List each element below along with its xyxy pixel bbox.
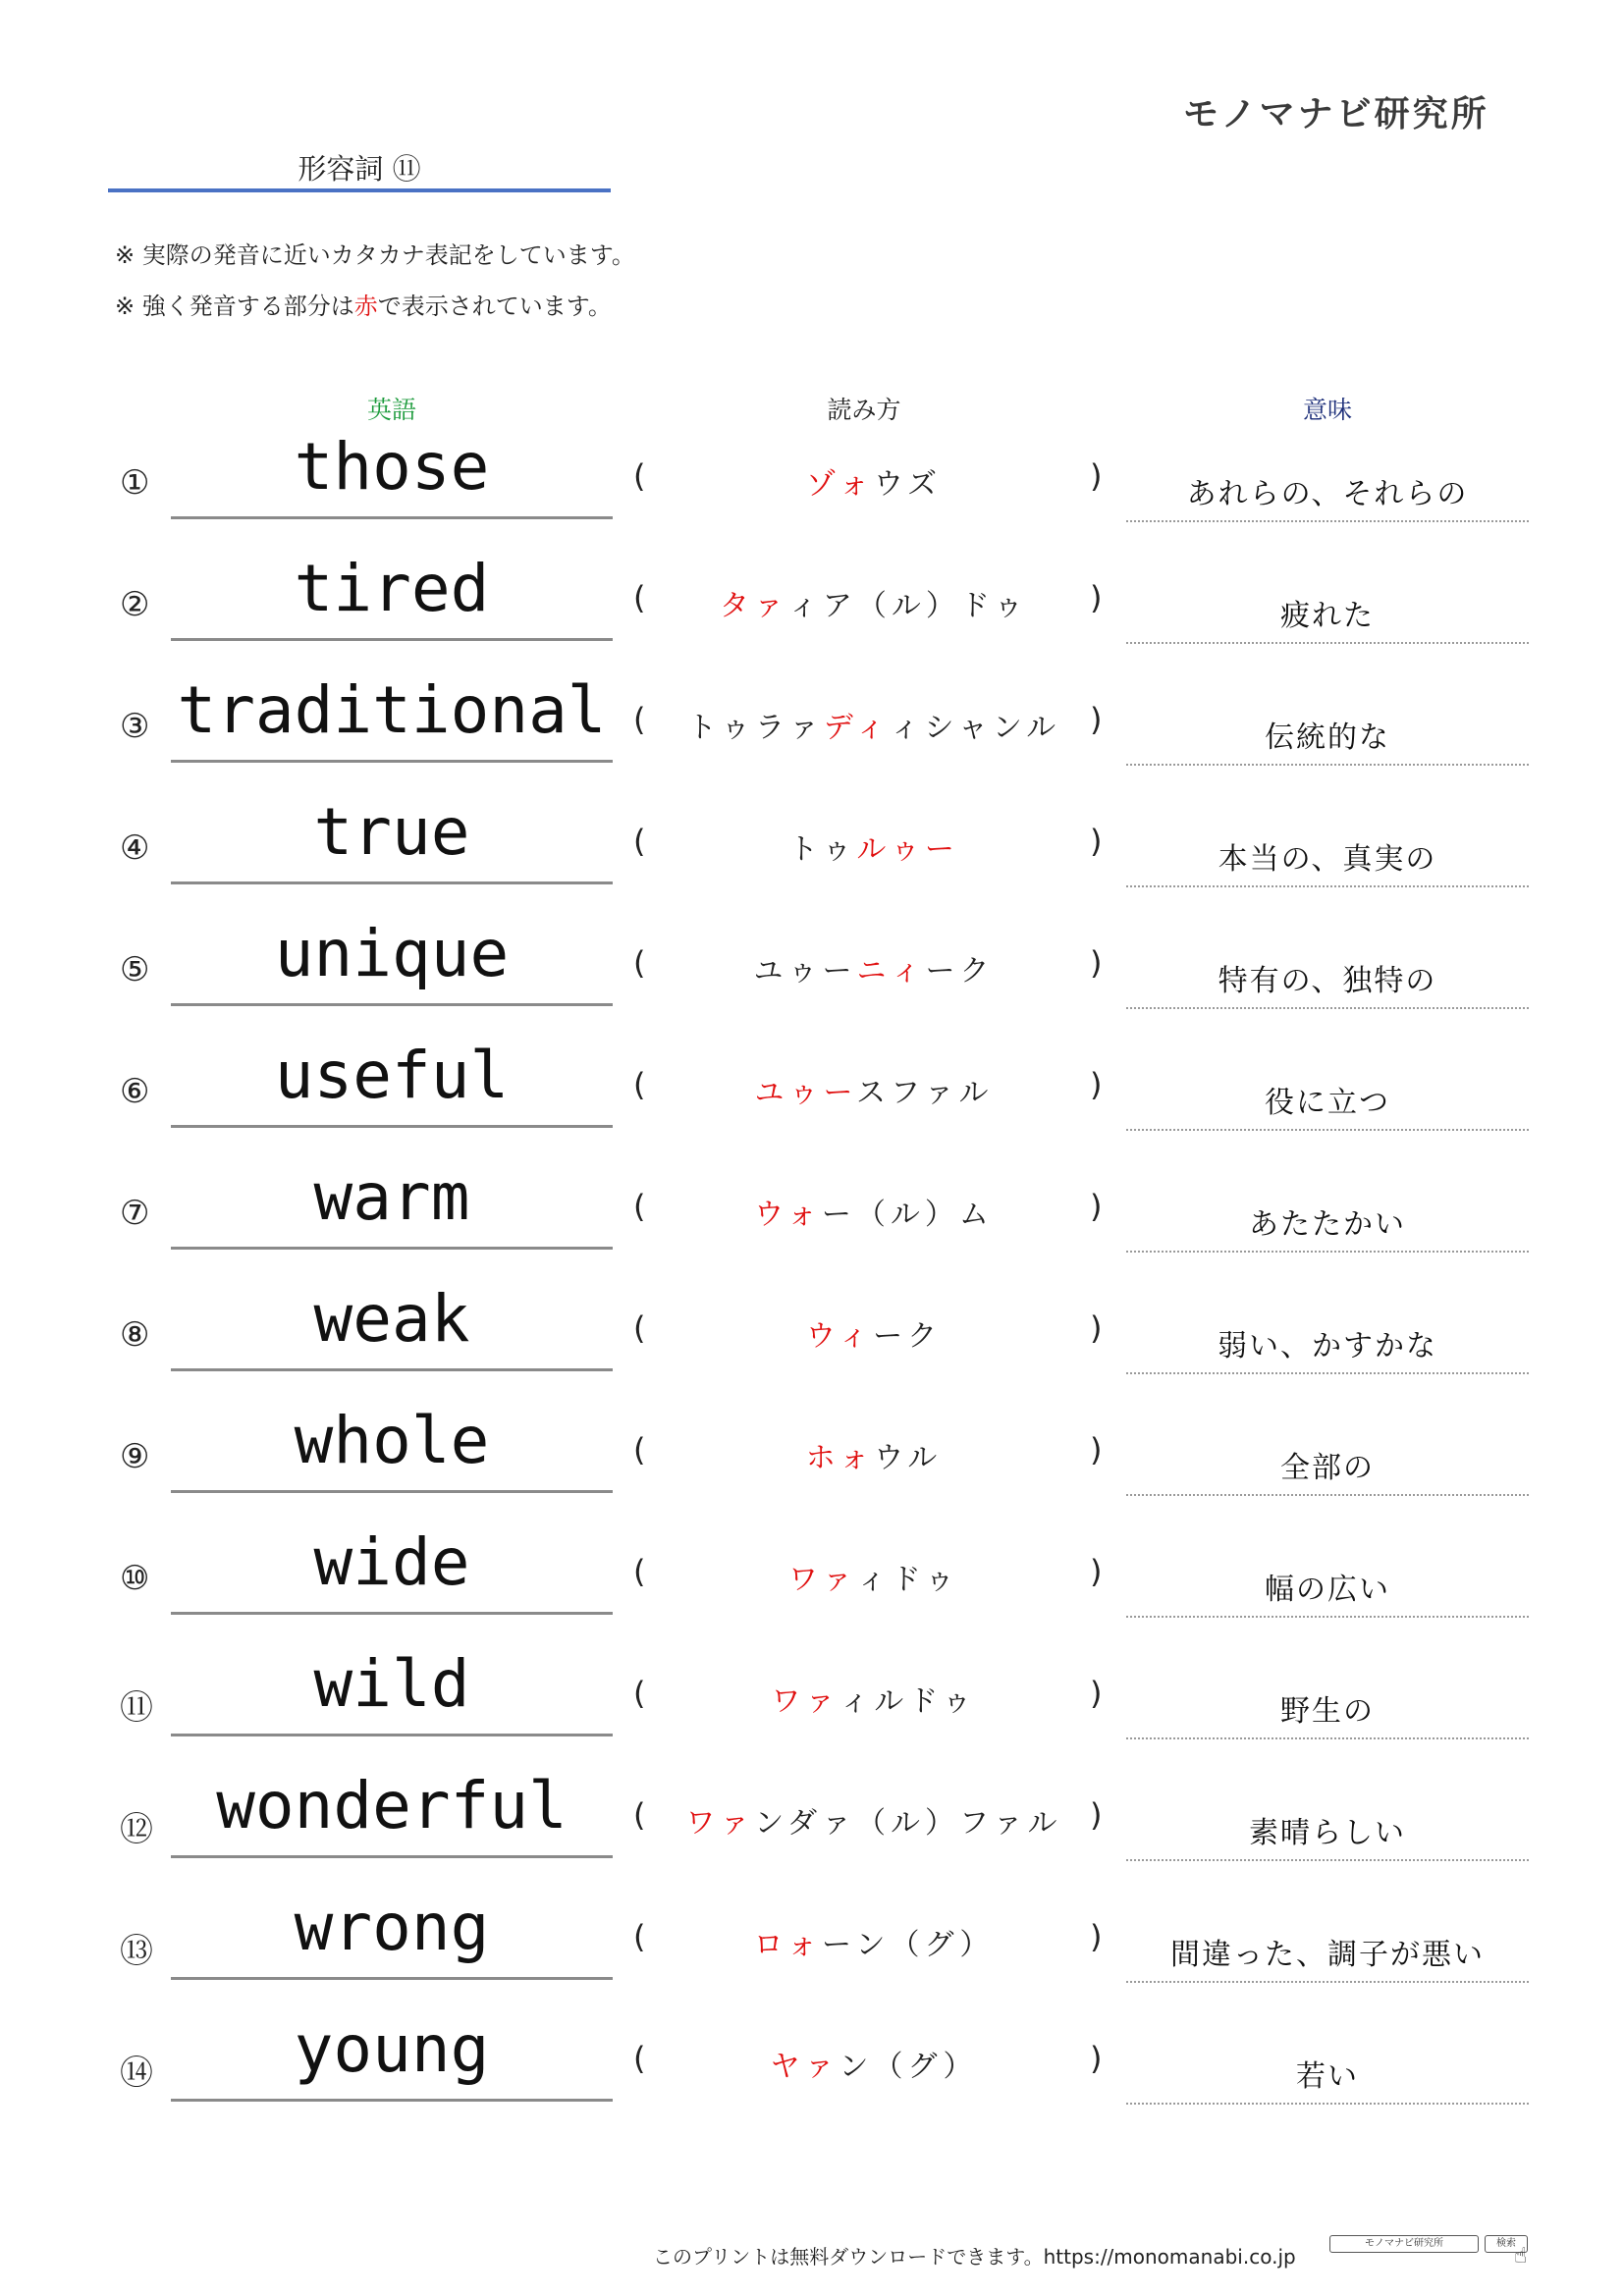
english-word: whole	[294, 1403, 490, 1478]
meaning: 伝統的な	[1265, 721, 1390, 755]
close-paren: )	[1090, 1553, 1103, 1590]
reading	[668, 1068, 1080, 1111]
item-number: ②	[120, 585, 150, 624]
word-underline	[171, 516, 613, 519]
reading-normal-pre: ユゥー	[753, 954, 857, 988]
reading-normal: ィルドゥ	[839, 1684, 977, 1719]
close-paren: )	[1090, 701, 1103, 738]
reading	[668, 2042, 1080, 2085]
reading-stressed: ロォ	[753, 1928, 823, 1962]
open-paren: (	[633, 457, 646, 495]
item-number: ③	[120, 707, 150, 746]
item-number: ⑤	[120, 950, 150, 989]
reading-normal: ィシャンル	[890, 711, 1061, 745]
reading	[668, 825, 1080, 868]
reading	[668, 1190, 1080, 1233]
english-word: wide	[313, 1524, 470, 1600]
header-english: 英語	[366, 396, 416, 424]
meaning-underline	[1126, 764, 1529, 766]
open-paren: (	[633, 579, 646, 616]
meaning-underline	[1126, 885, 1529, 887]
reading-stressed: ワァ	[771, 1684, 840, 1719]
note-line-1: ※ 実際の発音に近いカタカナ表記をしています。	[115, 241, 635, 269]
meaning: 野生の	[1280, 1694, 1375, 1729]
reading-stressed: ワァ	[685, 1806, 755, 1841]
meaning: 特有の、独特の	[1218, 964, 1437, 998]
meaning: あれらの、それらの	[1186, 477, 1469, 511]
reading-stressed: ヤァ	[770, 2050, 839, 2084]
reading-stressed: ルゥー	[856, 832, 959, 867]
reading	[668, 1311, 1080, 1355]
reading-normal: ー（ル）ム	[821, 1198, 994, 1232]
meaning: 本当の、真実の	[1218, 842, 1437, 877]
meaning-underline	[1126, 1616, 1529, 1618]
reading	[668, 703, 1080, 746]
meaning-underline	[1126, 642, 1529, 644]
open-paren: (	[633, 1918, 646, 1955]
word-underline	[171, 2099, 613, 2102]
meaning-underline	[1126, 1007, 1529, 1009]
reading	[668, 459, 1080, 503]
header-meaning: 意味	[1302, 396, 1352, 424]
reading-normal: ウル	[874, 1441, 943, 1475]
meaning-underline	[1126, 2103, 1529, 2105]
reading	[668, 1920, 1080, 1963]
close-paren: )	[1090, 1918, 1103, 1955]
meaning: 間違った、調子が悪い	[1170, 1938, 1485, 1972]
reading-stressed: ニィ	[856, 954, 926, 988]
reading-stressed: ホォ	[805, 1441, 875, 1475]
meaning: あたたかい	[1249, 1207, 1406, 1242]
english-word: true	[313, 794, 470, 870]
open-paren: (	[633, 1188, 646, 1225]
page-title: 形容詞 ⑪	[298, 152, 421, 186]
english-word: wonderful	[216, 1768, 568, 1843]
word-underline	[171, 1612, 613, 1615]
reading-normal: ーク	[925, 954, 995, 988]
meaning: 弱い、かすかな	[1218, 1329, 1437, 1363]
meaning: 全部の	[1280, 1451, 1375, 1485]
close-paren: )	[1090, 579, 1103, 616]
footer-search-button: 検索	[1485, 2235, 1528, 2253]
item-number: ⑫	[120, 1810, 153, 1849]
open-paren: (	[633, 1431, 646, 1468]
word-underline	[171, 881, 613, 884]
reading	[668, 1677, 1080, 1720]
reading-stressed: ウィ	[805, 1319, 874, 1354]
word-underline	[171, 1490, 613, 1493]
word-underline	[171, 1125, 613, 1128]
close-paren: )	[1090, 1796, 1103, 1834]
reading	[668, 1555, 1080, 1598]
meaning: 幅の広い	[1265, 1573, 1390, 1607]
word-underline	[171, 1855, 613, 1858]
item-number: ⑦	[120, 1194, 150, 1233]
item-number: ①	[120, 463, 150, 503]
close-paren: )	[1090, 1066, 1103, 1103]
meaning-underline	[1126, 1372, 1529, 1374]
english-word: those	[294, 429, 490, 505]
item-number: ⑩	[120, 1559, 150, 1598]
open-paren: (	[633, 2040, 646, 2077]
word-underline	[171, 1368, 613, 1371]
reading-stressed: ディ	[823, 711, 891, 745]
reading-normal: ーン（グ）	[822, 1928, 995, 1962]
header-reading: 読み方	[827, 396, 901, 424]
reading-stressed: ゾォ	[806, 467, 874, 502]
meaning-underline	[1126, 1737, 1529, 1739]
open-paren: (	[633, 1066, 646, 1103]
item-number: ⑪	[120, 1688, 153, 1728]
reading-normal-pre: トゥラァ	[686, 711, 824, 745]
open-paren: (	[633, 1796, 646, 1834]
reading-normal: スファル	[856, 1076, 994, 1110]
close-paren: )	[1090, 1188, 1103, 1225]
meaning: 若い	[1296, 2059, 1359, 2094]
item-number: ⑥	[120, 1072, 150, 1111]
note-line-2	[115, 287, 612, 321]
word-underline	[171, 1003, 613, 1006]
pointer-hand-icon: ☝	[1514, 2244, 1528, 2269]
item-number: ⑭	[120, 2054, 153, 2093]
english-word: warm	[313, 1159, 470, 1235]
reading	[668, 946, 1080, 989]
meaning: 素晴らしい	[1249, 1816, 1406, 1850]
close-paren: )	[1090, 823, 1103, 860]
word-underline	[171, 1734, 613, 1736]
reading-stressed: ユゥー	[754, 1076, 857, 1110]
open-paren: (	[633, 944, 646, 982]
brand-logo: モノマナビ研究所	[1183, 94, 1489, 134]
word-underline	[171, 1247, 613, 1250]
english-word: traditional	[177, 672, 607, 748]
reading-normal: ーク	[873, 1319, 943, 1354]
title-underline	[108, 188, 611, 192]
reading	[668, 1798, 1080, 1842]
item-number: ⑨	[120, 1437, 150, 1476]
close-paren: )	[1090, 2040, 1103, 2077]
item-number: ⑬	[120, 1932, 153, 1971]
open-paren: (	[633, 701, 646, 738]
reading	[668, 581, 1080, 624]
close-paren: )	[1090, 944, 1103, 982]
open-paren: (	[633, 1553, 646, 1590]
word-underline	[171, 638, 613, 641]
reading-normal: ウズ	[873, 467, 942, 502]
word-underline	[171, 760, 613, 763]
close-paren: )	[1090, 1431, 1103, 1468]
meaning-underline	[1126, 1981, 1529, 1983]
vocab-row	[0, 2011, 1624, 2156]
reading-stressed: ウォ	[754, 1198, 822, 1232]
meaning-underline	[1126, 1251, 1529, 1253]
item-number: ⑧	[120, 1315, 150, 1355]
open-paren: (	[633, 1675, 646, 1712]
reading-normal: ィア（ル）ドゥ	[787, 589, 1029, 623]
note-line-2-red: 赤	[353, 293, 378, 320]
meaning-underline	[1126, 1859, 1529, 1861]
item-number: ④	[120, 828, 150, 868]
footer-search-box: モノマナビ研究所	[1329, 2235, 1479, 2253]
reading-normal-pre: トゥ	[788, 832, 857, 867]
note-line-2-pre: ※ 強く発音する部分は	[115, 293, 354, 320]
close-paren: )	[1090, 457, 1103, 495]
note-line-2-post: で表示されています。	[377, 293, 612, 320]
english-word: wrong	[294, 1890, 490, 1965]
close-paren: )	[1090, 1309, 1103, 1347]
footer-text: このプリントは無料ダウンロードできます。https://monomanabi.co.jp	[653, 2245, 1296, 2269]
english-word: wild	[313, 1646, 470, 1722]
english-word: useful	[274, 1038, 510, 1113]
english-word: tired	[294, 551, 490, 626]
english-word: young	[294, 2011, 490, 2087]
reading-normal: ンダァ（ル）ファル	[754, 1806, 1062, 1841]
meaning-underline	[1126, 1129, 1529, 1131]
reading-stressed: ワァ	[788, 1563, 857, 1597]
close-paren: )	[1090, 1675, 1103, 1712]
english-word: unique	[274, 916, 510, 991]
meaning-underline	[1126, 520, 1529, 522]
meaning: 疲れた	[1280, 599, 1375, 633]
meaning: 役に立つ	[1265, 1086, 1390, 1120]
meaning-underline	[1126, 1494, 1529, 1496]
word-underline	[171, 1977, 613, 1980]
open-paren: (	[633, 1309, 646, 1347]
reading-normal: ン（グ）	[839, 2050, 978, 2084]
reading-normal: ィドゥ	[856, 1563, 959, 1597]
open-paren: (	[633, 823, 646, 860]
english-word: weak	[313, 1281, 470, 1357]
reading	[668, 1433, 1080, 1476]
reading-stressed: タァ	[719, 589, 788, 623]
